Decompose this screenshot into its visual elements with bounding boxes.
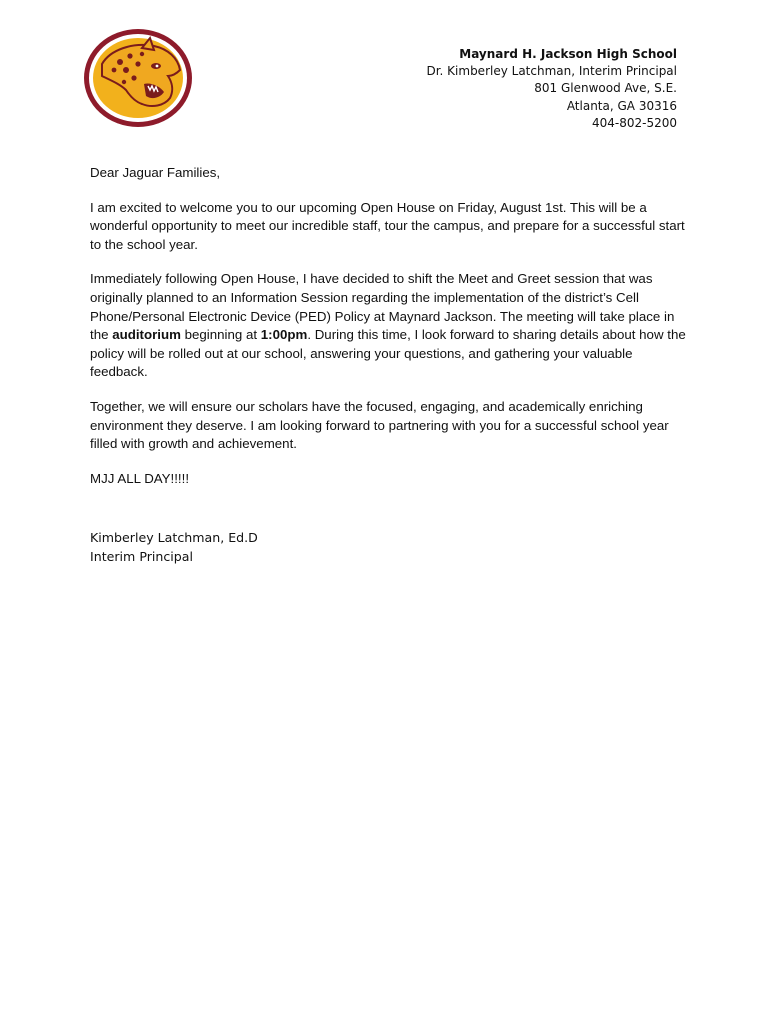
letterhead [426, 46, 677, 132]
paragraph-text: Immediately following Open House, I have decided to shift the Meet and Greet session that was originally planned to an Information Session regarding the implementation of the district’s Cell Phone/Personal Electronic Device (PED) Policy at Maynard Jackson. The meeting will take place in the [90, 271, 675, 343]
location-highlight: auditorium [112, 327, 181, 343]
greeting: Dear Jaguar Families, [90, 165, 221, 180]
letter-body [90, 164, 688, 525]
school-logo [80, 26, 196, 130]
closing-slogan: MJJ ALL DAY!!!!! [90, 470, 190, 486]
paragraph-text: beginning at [180, 327, 261, 343]
street-address: 801 Glenwood Ave, S.E. [534, 81, 677, 96]
school-name: Maynard H. Jackson High School [459, 47, 677, 61]
principal-line: Dr. Kimberley Latchman, Interim Principal [426, 64, 677, 79]
jaguar-logo-icon [80, 26, 196, 130]
signer-name: Kimberley Latchman, Ed.D [90, 530, 258, 545]
paragraph-open-house: I am excited to welcome you to our upcoming Open House on Friday, August 1st. This will be a wonderful opportunity to meet our incredible staff, tour the campus, and prepare for a successful start to the school year. [90, 199, 685, 252]
signature-block [90, 529, 258, 567]
signer-title: Interim Principal [90, 548, 193, 564]
time-highlight: 1:00pm [260, 327, 308, 343]
city-state-zip: Atlanta, GA 30316 [566, 98, 677, 113]
paragraph-together: Together, we will ensure our scholars have the focused, engaging, and academically enriching environment they deserve. I am looking forward to partnering with you for a successful school year filled with growth and achievement. [90, 398, 669, 452]
paragraph-info-session [90, 270, 688, 382]
phone-number: 404-802-5200 [591, 115, 677, 130]
paragraph-text: . During this time, I look forward to sharing details about how the policy will be rolled out at our school, answering your questions, and gathering your valuable feedback. [90, 327, 686, 380]
